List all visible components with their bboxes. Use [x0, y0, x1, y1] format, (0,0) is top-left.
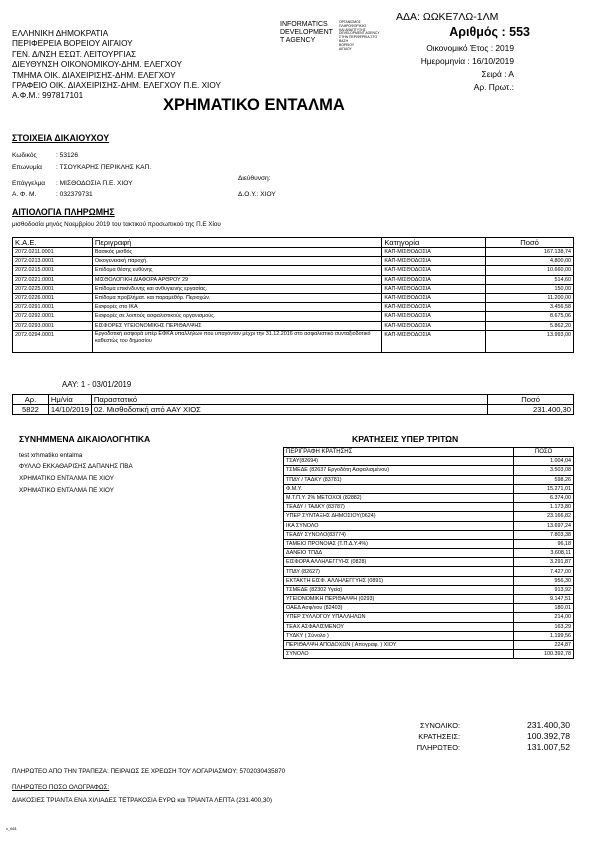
aay-document: 02. Μισθοδοτική από ΑΑΥ ΧΙΟΣ: [91, 405, 487, 415]
aay-label: ΑΑΥ: 1 - 03/01/2019: [62, 380, 132, 389]
table-row: [284, 493, 574, 502]
kae-category: ΚΑΠ-ΜΙΣΘΟΔΟΣΙΑ: [382, 275, 486, 284]
withholding-amount: 163,29: [514, 622, 574, 631]
withholdings-header: [284, 448, 574, 457]
withholding-description: ΥΠΕΡ ΣΥΝΤΑΞΗΣ ΔΗΜΟΣΙΟΥ(0624): [284, 512, 514, 521]
total-payable: 131.007,52: [526, 742, 570, 752]
table-row: [284, 457, 574, 466]
kae-description: Εισφορές σε λοιπούς ασφαλιστικούς οργανισμούς.: [92, 312, 381, 321]
kae-amount: 150,00: [486, 284, 574, 293]
kae-description: Εισφορές στο ΙΚΑ: [92, 303, 381, 312]
table-row: [13, 266, 574, 275]
withholding-description: ΟΑΕΔ Ασφ/νου (82403): [284, 604, 514, 613]
kae-code: 2072.0215.0001: [13, 266, 93, 275]
withholding-description: ΠΕΡΙΘΑΛΨΗ ΑΠΟΔΟΧΩΝ ( Απογραφ. ) ΧΙΟΥ: [284, 640, 514, 649]
withholding-description: ΤΠΔΥ (82627): [284, 567, 514, 576]
total-gross: 231.400,30: [526, 720, 570, 730]
issuer-line: ΓΕΝ. Δ/ΝΣΗ ΕΣΩΤ. ΛΕΙΤΟΥΡΓΙΑΣ: [12, 49, 137, 59]
total-gross-label: ΣΥΝΟΛΙΚΟ:: [420, 721, 460, 730]
voucher-meta: [421, 42, 514, 94]
beneficiary-occupation-label: Επάγγελμα: [12, 180, 46, 187]
beneficiary-address-label: Διεύθυνση:: [238, 175, 271, 182]
withholding-amount: 214,00: [514, 613, 574, 622]
kae-code: 2072.0291.0001: [13, 303, 93, 312]
table-row: [13, 330, 574, 352]
kae-category: ΚΑΠ-ΜΙΣΘΟΔΟΣΙΑ: [382, 321, 486, 330]
kae-header-cell: Κατηγορία: [382, 238, 486, 248]
kae-code: 2072.0213.0001: [13, 257, 93, 266]
aay-header-cell: Παραστατικό: [91, 395, 487, 405]
table-row: [13, 303, 574, 312]
withholding-description: ΕΚΤΑΚΤΗ ΕΙΣΦ. ΑΛΛΗΛΕΓΓΥΗΣ (0891): [284, 576, 514, 585]
table-row: [284, 503, 574, 512]
kae-category: ΚΑΠ-ΜΙΣΘΟΔΟΣΙΑ: [382, 266, 486, 275]
logo-small-line: ΑΙΓΑΙΟΥ: [339, 46, 352, 51]
withholding-description: ΕΙΣΦΟΡΑ ΑΛΛΗΛΕΓΓΥΗΣ (0828): [284, 558, 514, 567]
withholding-amount: 598,26: [514, 475, 574, 484]
kae-amount: 13.993,00: [486, 330, 574, 352]
withholding-amount: 224,87: [514, 640, 574, 649]
kae-header-cell: Περιγραφή: [92, 238, 381, 248]
logo-line: DEVELOPMENT: [280, 29, 333, 36]
attachment-item: ΧΡΗΜΑΤΙΚΟ ΕΝΤΑΛΜΑ ΠΕ ΧΙΟΥ: [19, 487, 114, 494]
table-row: [284, 595, 574, 604]
withholding-description: ΤΣΑΥ(82694): [284, 457, 514, 466]
voucher-number: Αριθμός : 553: [449, 25, 530, 39]
kae-amount: 514,60: [486, 275, 574, 284]
table-row: [284, 484, 574, 493]
withholding-description: ΤΣΜΕΔΕ (82637 Εργοδότη Ασφαλισμένου): [284, 466, 514, 475]
issuer-line: ΠΕΡΙΦΕΡΕΙΑ ΒΟΡΕΙΟΥ ΑΙΓΑΙΟΥ: [12, 39, 133, 49]
issuer-line: ΕΛΛΗΝΙΚΗ ΔΗΜΟΚΡΑΤΙΑ: [12, 29, 109, 38]
logo-small-line: ΠΛΗΡΟΦΟΡΙΚΗΣ: [339, 23, 367, 28]
table-row: [284, 576, 574, 585]
kae-category: ΚΑΠ-ΜΙΣΘΟΔΟΣΙΑ: [382, 303, 486, 312]
withholding-description: ΤΣΜΕΔΕ (82302 Υγεία): [284, 585, 514, 594]
kae-code: 2072.0221.0001: [13, 275, 93, 284]
totals-values: [527, 720, 570, 753]
aay-header-cell: Ποσό: [488, 395, 574, 405]
beneficiary-name-label: Επωνυμία: [12, 164, 42, 171]
issuer-line: ΤΜΗΜΑ ΟΙΚ. ΔΙΑΧΕΙΡΙΣΗΣ-ΔΗΜ. ΕΛΕΓΧΟΥ: [12, 70, 176, 80]
issue-date: Ημερομηνία : 16/10/2019: [420, 56, 514, 66]
withholding-amount: 913,92: [514, 585, 574, 594]
withholdings-total-row: [284, 650, 574, 659]
bank-payment-line: ΠΛΗΡΩΤΕΟ ΑΠΟ ΤΗΝ ΤΡΑΠΕΖΑ: ΠΕΙΡΑΙΩΣ ΣΕ ΧΡΕΩΣΗ ΤΟΥ ΛΟΓΑΡΙΑΣΜΟΥ: 5702030435870: [12, 768, 286, 775]
total-withholdings: 100.392,78: [526, 731, 570, 741]
issuer-afm: Α.Φ.Μ.: 997817101: [12, 91, 84, 101]
beneficiary-code: : 53126: [56, 152, 78, 159]
withholdings-heading: ΚΡΑΤΗΣΕΙΣ ΥΠΕΡ ΤΡΙΤΩΝ: [352, 434, 459, 444]
table-row: [284, 549, 574, 558]
table-row: [284, 622, 574, 631]
totals-labels: [417, 720, 460, 753]
aay-number: 5822: [13, 405, 49, 415]
attachment-item: test xrhmatiko entalma: [19, 452, 83, 459]
logo-line: INFORMATICS: [280, 21, 328, 28]
withholdings-table: [283, 447, 574, 659]
total-withholdings-label: ΚΡΑΤΗΣΕΙΣ:: [418, 732, 460, 741]
table-row: [13, 275, 574, 284]
withholding-amount: 1.173,80: [514, 503, 574, 512]
withholding-amount: 1.004,04: [514, 457, 574, 466]
table-row: [284, 539, 574, 548]
withholding-description: ΤΕΑΧ ΑΣΦΑΛΙΣΜΕΝΟΥ: [284, 622, 514, 631]
withholding-description: ΤΥΔΚΥ ( Σύνολο ): [284, 631, 514, 640]
aay-table: [12, 394, 574, 415]
table-row: [284, 521, 574, 530]
attachment-item: ΧΡΗΜΑΤΙΚΟ ΕΝΤΑΛΜΑ ΠΕ ΧΙΟΥ: [19, 475, 114, 482]
withholding-description: ΥΓΕΙΟΝΟΜΙΚΗ ΠΕΡΙΘΑΛΨΗ (0293): [284, 595, 514, 604]
justification-text: μισθοδοσία μηνός Νοεμβρίου 2019 του τακτικού προσωπικού της Π.Ε Χίου: [12, 221, 221, 228]
amount-in-words: ΔΙΑΚΟΣΙΕΣ ΤΡΙΑΝΤΑ ΕΝΑ ΧΙΛΙΑΔΕΣ ΤΕΤΡΑΚΟΣΙΑ ΕΥΡΩ και ΤΡΙΑΝΤΑ ΛΕΠΤΑ (231.400,30): [12, 797, 272, 804]
kae-description: ΜΙΣΘΟΛΟΓΙΚΗ ΔΙΑΦΟΡΑ ΑΡΘΡΟΥ 29: [92, 275, 381, 284]
withholding-description: ΤΕΑΔΥ ΣΥΝΟΛΟ(83774): [284, 530, 514, 539]
kae-category: ΚΑΠ-ΜΙΣΘΟΔΟΣΙΑ: [382, 293, 486, 302]
table-row: [13, 284, 574, 293]
logo-small-line: ΟΡΓΑΝΙΣΜΟΣ: [339, 20, 361, 24]
kae-description: Επίδομα προβλήματ. και παραμεθόρ. Περιοχών.: [92, 293, 381, 302]
table-row: [284, 585, 574, 594]
kae-amount: 11.200,00: [486, 293, 574, 302]
kae-amount: 4.800,00: [486, 257, 574, 266]
table-row: [284, 604, 574, 613]
logo-small-line: ΚΑΙ ΑΝΑΠΤΥΞΗΣ: [339, 27, 366, 32]
kae-amount: 5.862,20: [486, 321, 574, 330]
beneficiary-doy: Δ.Ο.Υ.: ΧΙΟΥ: [238, 191, 276, 198]
kae-amount: 167.138,74: [486, 248, 574, 257]
table-row: [284, 530, 574, 539]
table-row: [13, 312, 574, 321]
withholding-description: ΤΠΔΥ / ΤΑΔΚΥ (83781): [284, 475, 514, 484]
kae-amount: 10.660,00: [486, 266, 574, 275]
kae-table-header: [13, 238, 574, 248]
page-title: ΧΡΗΜΑΤΙΚΟ ΕΝΤΑΛΜΑ: [163, 96, 345, 114]
withholding-amount: 3.503,08: [514, 466, 574, 475]
ada-code: ΑΔΑ: ΩΩΚΕ7ΛΩ-1ΛΜ: [396, 11, 499, 23]
kae-description: ΕΙΣΦΟΡΕΣ ΥΓΕΙΟΝΟΜΙΚΗΣ ΠΕΡΙΘΑΛΨΗΣ: [92, 321, 381, 330]
withholding-amount: 13.697,24: [514, 521, 574, 530]
withholding-description: ΔΑΝΕΙΟ ΤΠΔΔ: [284, 549, 514, 558]
logo-small-line: DEVELOPMENT AGENCY: [339, 31, 380, 36]
withholding-amount: 3.608,11: [514, 549, 574, 558]
beneficiary-afm: : 032379731: [56, 191, 93, 198]
withholding-header-cell: ΠΕΡΙΓΡΑΦΗ ΚΡΑΤΗΣΗΣ: [284, 448, 514, 457]
kae-amount: 8.675,06: [486, 312, 574, 321]
aay-amount: 231.400,30: [488, 405, 574, 415]
aay-header-cell: Ημ/νία: [48, 395, 91, 405]
issuer-line: ΔΙΕΥΘΥΝΣΗ ΟΙΚΟΝΟΜΙΚΟΥ-ΔΗΜ. ΕΛΕΓΧΟΥ: [12, 60, 182, 70]
kae-description: Επίδομα θέσης ευθύνης: [92, 266, 381, 275]
table-row: [284, 640, 574, 649]
logo-small-line: ΒΑΣΗ: [339, 38, 349, 43]
table-row: [13, 405, 574, 415]
kae-table: [12, 237, 574, 353]
beneficiary-code-label: Κωδικός: [12, 152, 37, 159]
table-row: [284, 512, 574, 521]
withholding-description: Μ.Τ.Π.Υ. 2% ΜΕΤΟΧΟΙ (82882): [284, 493, 514, 502]
table-row: [13, 248, 574, 257]
attachments-heading: ΣΥΝΗΜΜΕΝΑ ΔΙΚΑΙΟΛΟΓΗΤΙΚΑ: [19, 434, 151, 444]
kae-header-cell: Ποσό: [486, 238, 574, 248]
kae-category: ΚΑΠ-ΜΙΣΘΟΔΟΣΙΑ: [382, 257, 486, 266]
kae-category: ΚΑΠ-ΜΙΣΘΟΔΟΣΙΑ: [382, 248, 486, 257]
issuer-line: ΓΡΑΦΕΙΟ ΟΙΚ. ΔΙΑΧΕΙΡΙΣΗΣ-ΔΗΜ. ΕΛΕΓΧΟΥ Π.Ε. ΧΙΟΥ: [12, 81, 221, 91]
withholding-amount: 23.166,82: [514, 512, 574, 521]
kae-description: Οικογενειακή παροχή.: [92, 257, 381, 266]
aay-header-cell: Αρ.: [13, 395, 49, 405]
attachment-item: ΦΥΛΛΟ ΕΚΚΑΘΑΡΙΣΗΣ ΔΑΠΑΝΗΣ ΠΒΑ: [19, 463, 133, 470]
kae-description: Εργοδοτική εισφορά υπέρ ΕΦΚΑ υπαλλήλων που υπαγόνταν μέχρι την 31.12.2016 στο ασφαλιστικό συνταξιοδοτικό καθεστώς του δημοσίου: [92, 330, 381, 352]
kae-header-cell: Κ.Α.Ε.: [13, 238, 93, 248]
table-row: [284, 558, 574, 567]
agency-logo-small: [339, 21, 380, 51]
kae-description: Βασικός μισθός: [92, 248, 381, 257]
withholding-amount: 9.147,51: [514, 595, 574, 604]
protocol-number: Αρ. Πρωτ.:: [473, 82, 514, 92]
withholding-description: Φ.Μ.Υ.: [284, 484, 514, 493]
attachments-list: [19, 451, 133, 497]
aay-date: 14/10/2019: [48, 405, 91, 415]
table-row: [284, 613, 574, 622]
logo-small-line: ΒΟΡΕΙΟΥ: [339, 42, 355, 47]
table-row: [13, 257, 574, 266]
beneficiary-afm-label: Α. Φ. Μ.: [12, 191, 37, 198]
series: Σειρά : Α: [481, 69, 514, 79]
issuer-block: [12, 29, 221, 102]
withholding-description: ΤΑΜΕΙΟ ΠΡΟΝΟΙΑΣ (Τ.Π.Δ.Υ.4%): [284, 539, 514, 548]
kae-amount: 3.456,58: [486, 303, 574, 312]
kae-category: ΚΑΠ-ΜΙΣΘΟΔΟΣΙΑ: [382, 284, 486, 293]
kae-code: 2072.0226.0001: [13, 293, 93, 302]
withholding-description: ΤΕΑΔΥ / ΤΑΔΚΥ (83787): [284, 503, 514, 512]
table-row: [284, 466, 574, 475]
justification-heading: ΑΙΤΙΟΛΟΓΙΑ ΠΛΗΡΩΜΗΣ: [12, 207, 115, 217]
withholding-description: ΥΠΕΡ ΣΥΛΛΟΓΟΥ ΥΠΑΛΛΗΛΩΝ: [284, 613, 514, 622]
kae-code: 2072.0211.0001: [13, 248, 93, 257]
withholding-amount: 15.271,01: [514, 484, 574, 493]
withholding-amount: 7.803,38: [514, 530, 574, 539]
agency-logo: [280, 21, 333, 45]
withholding-amount: 180,01: [514, 604, 574, 613]
withholding-amount: 956,30: [514, 576, 574, 585]
table-row: [13, 321, 574, 330]
kae-code: 2072.0292.0001: [13, 312, 93, 321]
kae-code: 2072.0293.0001: [13, 321, 93, 330]
kae-description: Επίδομα επικίνδυνης και ανθυγιεινής εργασίας.: [92, 284, 381, 293]
withholding-amount: 6.374,00: [514, 493, 574, 502]
logo-line: T AGENCY: [280, 37, 316, 44]
table-row: [284, 631, 574, 640]
beneficiary-heading: ΣΤΟΙΧΕΙΑ ΔΙΚΑΙΟΥΧΟΥ: [12, 133, 110, 143]
beneficiary-occupation: : ΜΙΣΘΟΔΟΣΙΑ Π.Ε. ΧΙΟΥ: [56, 180, 133, 187]
amount-in-words-label: ΠΛΗΡΩΤΕΟ ΠΟΣΟ ΟΛΟΓΡΑΦΩΣ:: [12, 784, 110, 791]
beneficiary-name: : ΤΣΟΥΚΑΡΗΣ ΠΕΡΙΚΛΗΣ ΚΑΠ.: [56, 164, 152, 171]
kae-code: 2072.0225.0001: [13, 284, 93, 293]
withholding-total-amount: 100.392,78: [514, 650, 574, 659]
withholding-amount: 1.199,56: [514, 631, 574, 640]
table-row: [284, 567, 574, 576]
fiscal-year: Οικονομικό Έτος : 2019: [426, 43, 514, 53]
withholding-total-label: ΣΥΝΟΛΟ: [284, 650, 514, 659]
withholding-amount: 96,18: [514, 539, 574, 548]
aay-table-header: [13, 395, 574, 405]
withholding-header-cell: ΠΟΣΟ: [514, 448, 574, 457]
kae-category: ΚΑΠ-ΜΙΣΘΟΔΟΣΙΑ: [382, 312, 486, 321]
logo-small-line: ΣΤΗΝ ΠΕΡΙΦΕΡΕΙΑ ΣΤΟ: [339, 35, 378, 40]
withholding-description: ΙΚΑ ΣΥΝΟΛΟ: [284, 521, 514, 530]
withholding-amount: 7.427,00: [514, 567, 574, 576]
table-row: [13, 293, 574, 302]
kae-category: ΚΑΠ-ΜΙΣΘΟΔΟΣΙΑ: [382, 330, 486, 352]
page-code: v_661: [6, 826, 17, 831]
total-payable-label: ΠΛΗΡΩΤΕΟ:: [416, 743, 460, 752]
withholding-amount: 3.291,87: [514, 558, 574, 567]
kae-code: 2072.0294.0001: [13, 330, 93, 352]
table-row: [284, 475, 574, 484]
